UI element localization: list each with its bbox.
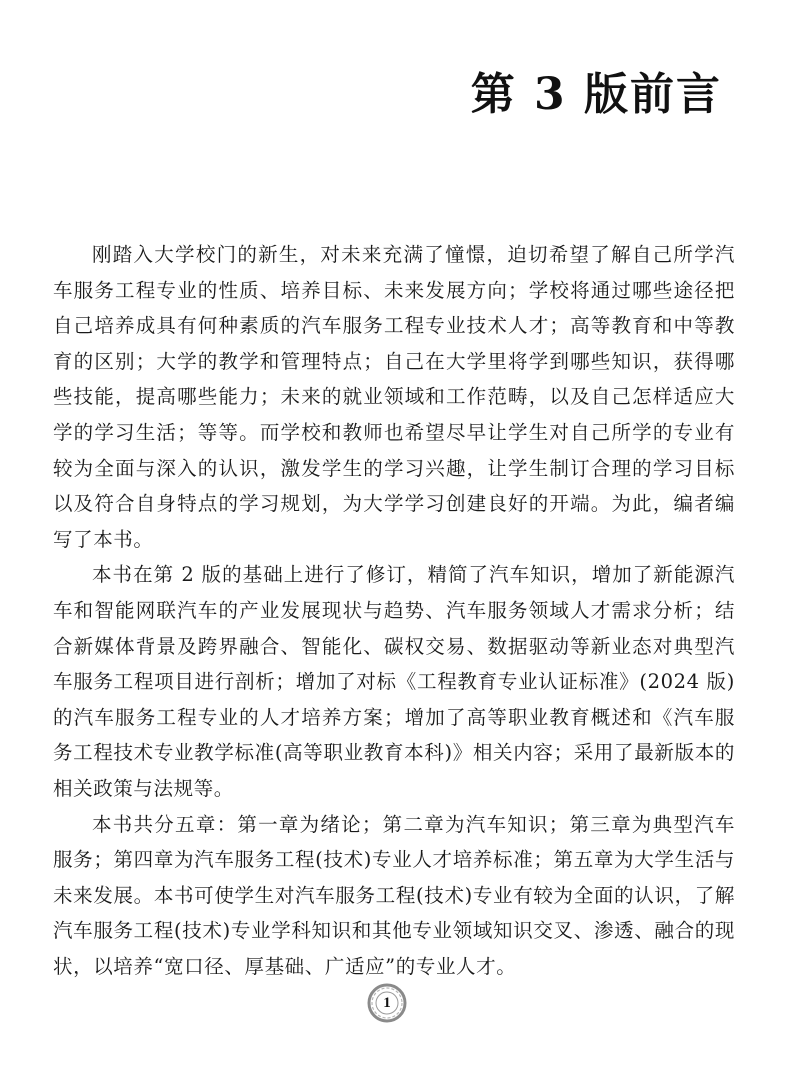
page-number: 1 bbox=[383, 995, 391, 1011]
paragraph-1: 刚踏入大学校门的新生，对未来充满了憧憬，迫切希望了解自己所学汽车服务工程专业的性质、培养目标、未来发展方向；学校将通过哪些途径把自己培养成具有何种素质的汽车服务工程专业技术人才；高等教育和中等教育的区别；大学的教学和管理特点；自己在大学里将学到哪些知识，获得哪些技能，提高哪些能力；未来的就业领域和工作范畴，以及自己怎样适应大学的学习生活；等等。而学校和教师也希望尽早让学生对自己所学的专业有较为全面与深入的认识，激发学生的学习兴趣，让学生制订合理的学习目标以及符合自身特点的学习规划，为大学学习创建良好的开端。为此，编者编写了本书。 bbox=[53, 243, 735, 551]
page-title: 第 3 版前言 bbox=[470, 69, 722, 120]
paragraph-3: 本书共分五章：第一章为绪论；第二章为汽车知识；第三章为典型汽车服务；第四章为汽车服务工程(技术)专业人才培养标准；第五章为大学生活与未来发展。本书可使学生对汽车服务工程(技术)专业有较为全面的认识，了解汽车服务工程(技术)专业学科知识和其他专业领域知识交叉、渗透、融合的现状，以培养“宽口径、厚基础、广适应”的专业人才。 bbox=[53, 812, 735, 978]
paragraph-2: 本书在第 2 版的基础上进行了修订，精简了汽车知识，增加了新能源汽车和智能网联汽车的产业发展现状与趋势、汽车服务领域人才需求分析；结合新媒体背景及跨界融合、智能化、碳权交易、数据驱动等新业态对典型汽车服务工程项目进行剖析；增加了对标《工程教育专业认证标准》(2024 版)的汽车服务工程专业的人才培养方案；增加了高等职业教育概述和《汽车服务工程技术专业教学标准(高等职业教育本科)》相关内容；采用了最新版本的相关政策与法规等。 bbox=[53, 563, 735, 800]
preface-body bbox=[53, 237, 735, 984]
page-number-badge bbox=[367, 983, 407, 1023]
